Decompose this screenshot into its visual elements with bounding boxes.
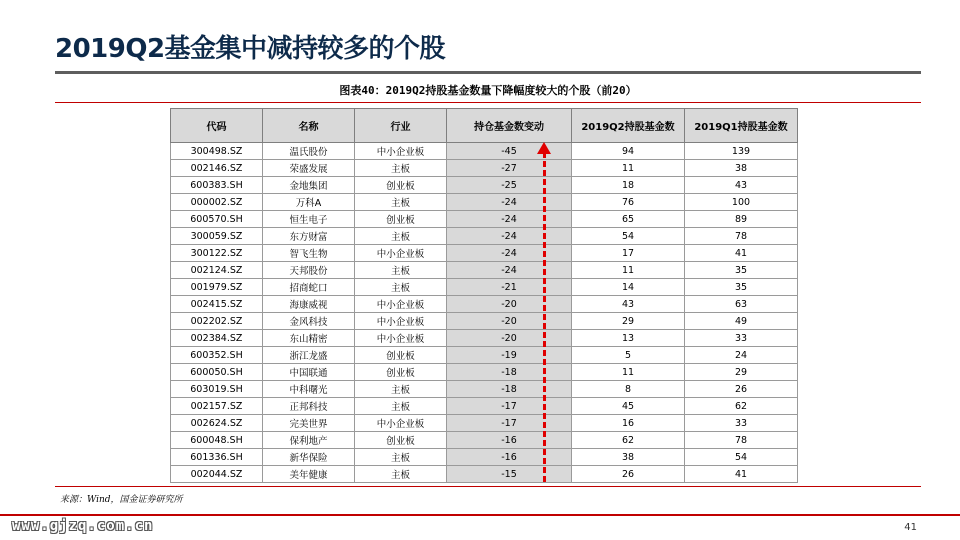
table-cell: 创业板: [355, 347, 447, 364]
table-cell: 中科曙光: [263, 381, 355, 398]
table-cell: 62: [685, 398, 798, 415]
table-cell: 中小企业板: [355, 330, 447, 347]
table-cell: 创业板: [355, 364, 447, 381]
table-row: [171, 432, 798, 449]
table-cell: 35: [685, 262, 798, 279]
table-cell: 002202.SZ: [171, 313, 263, 330]
table-cell: 62: [572, 432, 685, 449]
table-cell: 600570.SH: [171, 211, 263, 228]
table-cell: 94: [572, 143, 685, 160]
table-cell: -24: [447, 211, 572, 228]
table-cell: -17: [447, 415, 572, 432]
table-cell: 54: [572, 228, 685, 245]
table-cell: 主板: [355, 228, 447, 245]
table-cell: -24: [447, 245, 572, 262]
table-cell: 35: [685, 279, 798, 296]
table-row: [171, 245, 798, 262]
table-cell: -45: [447, 143, 572, 160]
table-cell: -20: [447, 330, 572, 347]
table-cell: -15: [447, 466, 572, 483]
table-cell: -19: [447, 347, 572, 364]
table-cell: -20: [447, 296, 572, 313]
table-cell: 主板: [355, 160, 447, 177]
table-row: [171, 279, 798, 296]
table-cell: 创业板: [355, 432, 447, 449]
trend-arrow-shaft: [543, 152, 546, 482]
table-cell: 600383.SH: [171, 177, 263, 194]
table-cell: 14: [572, 279, 685, 296]
table-cell: 601336.SH: [171, 449, 263, 466]
source-note: 来源：Wind，国金证券研究所: [60, 495, 183, 505]
table-cell: 002124.SZ: [171, 262, 263, 279]
table-cell: 000002.SZ: [171, 194, 263, 211]
table-cell: 中小企业板: [355, 313, 447, 330]
table-cell: -16: [447, 449, 572, 466]
table-cell: 中小企业板: [355, 415, 447, 432]
table-cell: 主板: [355, 381, 447, 398]
table-cell: 浙江龙盛: [263, 347, 355, 364]
table-row: [171, 228, 798, 245]
table-cell: 主板: [355, 398, 447, 415]
table-cell: 43: [685, 177, 798, 194]
footer-divider: [0, 514, 960, 516]
table-cell: -16: [447, 432, 572, 449]
table-cell: 主板: [355, 262, 447, 279]
table-cell: 保利地产: [263, 432, 355, 449]
table-cell: 13: [572, 330, 685, 347]
column-header: 代码: [171, 109, 263, 143]
table-cell: -18: [447, 381, 572, 398]
table-cell: 金地集团: [263, 177, 355, 194]
table-cell: 41: [685, 466, 798, 483]
table-cell: 100: [685, 194, 798, 211]
table-cell: 26: [572, 466, 685, 483]
table-header-row: [171, 109, 798, 143]
table-row: [171, 262, 798, 279]
table-cell: 海康威视: [263, 296, 355, 313]
website-watermark: www.gjzq.com.cn: [12, 518, 154, 534]
table-row: [171, 313, 798, 330]
table-cell: 中小企业板: [355, 143, 447, 160]
table-cell: 139: [685, 143, 798, 160]
column-header: 名称: [263, 109, 355, 143]
table-cell: -20: [447, 313, 572, 330]
table-cell: -17: [447, 398, 572, 415]
table-cell: 荣盛发展: [263, 160, 355, 177]
table-row: [171, 330, 798, 347]
table-cell: 300498.SZ: [171, 143, 263, 160]
table-row: [171, 415, 798, 432]
table-cell: -18: [447, 364, 572, 381]
table-cell: 中小企业板: [355, 296, 447, 313]
table-cell: 5: [572, 347, 685, 364]
caption-divider: [55, 102, 921, 103]
table-cell: 603019.SH: [171, 381, 263, 398]
table-cell: 89: [685, 211, 798, 228]
table-cell: 中国联通: [263, 364, 355, 381]
table-cell: 温氏股份: [263, 143, 355, 160]
table-cell: 11: [572, 262, 685, 279]
title-divider: [55, 71, 921, 74]
table-cell: 18: [572, 177, 685, 194]
table-cell: 主板: [355, 279, 447, 296]
table-cell: 万科A: [263, 194, 355, 211]
table-row: [171, 364, 798, 381]
table-cell: 33: [685, 415, 798, 432]
table-row: [171, 211, 798, 228]
table-cell: 招商蛇口: [263, 279, 355, 296]
table-cell: 33: [685, 330, 798, 347]
table-cell: 41: [685, 245, 798, 262]
table-cell: 600352.SH: [171, 347, 263, 364]
source-divider: [55, 486, 921, 487]
table-cell: 78: [685, 432, 798, 449]
column-header: 2019Q2持股基金数: [572, 109, 685, 143]
table-cell: 26: [685, 381, 798, 398]
table-cell: 美年健康: [263, 466, 355, 483]
table-cell: 38: [572, 449, 685, 466]
holdings-table: [170, 108, 798, 483]
table-cell: 002384.SZ: [171, 330, 263, 347]
table-cell: 17: [572, 245, 685, 262]
table-cell: 600050.SH: [171, 364, 263, 381]
table-row: [171, 398, 798, 415]
table-cell: 78: [685, 228, 798, 245]
table-cell: -25: [447, 177, 572, 194]
table-row: [171, 143, 798, 160]
table-row: [171, 160, 798, 177]
table-cell: 002157.SZ: [171, 398, 263, 415]
column-header: 行业: [355, 109, 447, 143]
table-cell: 主板: [355, 194, 447, 211]
trend-arrow-head-icon: [537, 142, 551, 154]
table-cell: 8: [572, 381, 685, 398]
table-cell: 63: [685, 296, 798, 313]
table-row: [171, 177, 798, 194]
column-header: 持仓基金数变动: [447, 109, 572, 143]
table-cell: 主板: [355, 449, 447, 466]
table-row: [171, 449, 798, 466]
page-title: 2019Q2基金集中减持较多的个股: [55, 34, 446, 64]
table-cell: 54: [685, 449, 798, 466]
page-number: 41: [904, 522, 917, 533]
table-cell: 002415.SZ: [171, 296, 263, 313]
table-cell: 天邦股份: [263, 262, 355, 279]
table-row: [171, 381, 798, 398]
table-cell: 东山精密: [263, 330, 355, 347]
table-cell: 29: [572, 313, 685, 330]
table-cell: 002624.SZ: [171, 415, 263, 432]
table-cell: -21: [447, 279, 572, 296]
table-cell: 45: [572, 398, 685, 415]
table-cell: 11: [572, 364, 685, 381]
table-cell: 76: [572, 194, 685, 211]
table-row: [171, 296, 798, 313]
table-cell: -27: [447, 160, 572, 177]
column-header: 2019Q1持股基金数: [685, 109, 798, 143]
table-cell: 001979.SZ: [171, 279, 263, 296]
table-cell: 创业板: [355, 211, 447, 228]
table-cell: 恒生电子: [263, 211, 355, 228]
table-cell: 49: [685, 313, 798, 330]
table-cell: 东方财富: [263, 228, 355, 245]
table-cell: 24: [685, 347, 798, 364]
table-row: [171, 194, 798, 211]
table-cell: 中小企业板: [355, 245, 447, 262]
table-cell: 主板: [355, 466, 447, 483]
figure-caption: 图表40：2019Q2持股基金数量下降幅度较大的个股（前20）: [339, 84, 637, 97]
table-row: [171, 347, 798, 364]
table-cell: 300059.SZ: [171, 228, 263, 245]
table-cell: 002146.SZ: [171, 160, 263, 177]
table-cell: 智飞生物: [263, 245, 355, 262]
table-cell: 正邦科技: [263, 398, 355, 415]
table-cell: 29: [685, 364, 798, 381]
table-cell: 43: [572, 296, 685, 313]
table-cell: 创业板: [355, 177, 447, 194]
table-cell: -24: [447, 262, 572, 279]
table-cell: 金风科技: [263, 313, 355, 330]
table-cell: 300122.SZ: [171, 245, 263, 262]
table-cell: 完美世界: [263, 415, 355, 432]
table-cell: 38: [685, 160, 798, 177]
table-cell: -24: [447, 228, 572, 245]
table-cell: 16: [572, 415, 685, 432]
table-cell: 600048.SH: [171, 432, 263, 449]
table-cell: 11: [572, 160, 685, 177]
table-cell: 65: [572, 211, 685, 228]
table-row: [171, 466, 798, 483]
table-cell: -24: [447, 194, 572, 211]
table-cell: 002044.SZ: [171, 466, 263, 483]
table-cell: 新华保险: [263, 449, 355, 466]
